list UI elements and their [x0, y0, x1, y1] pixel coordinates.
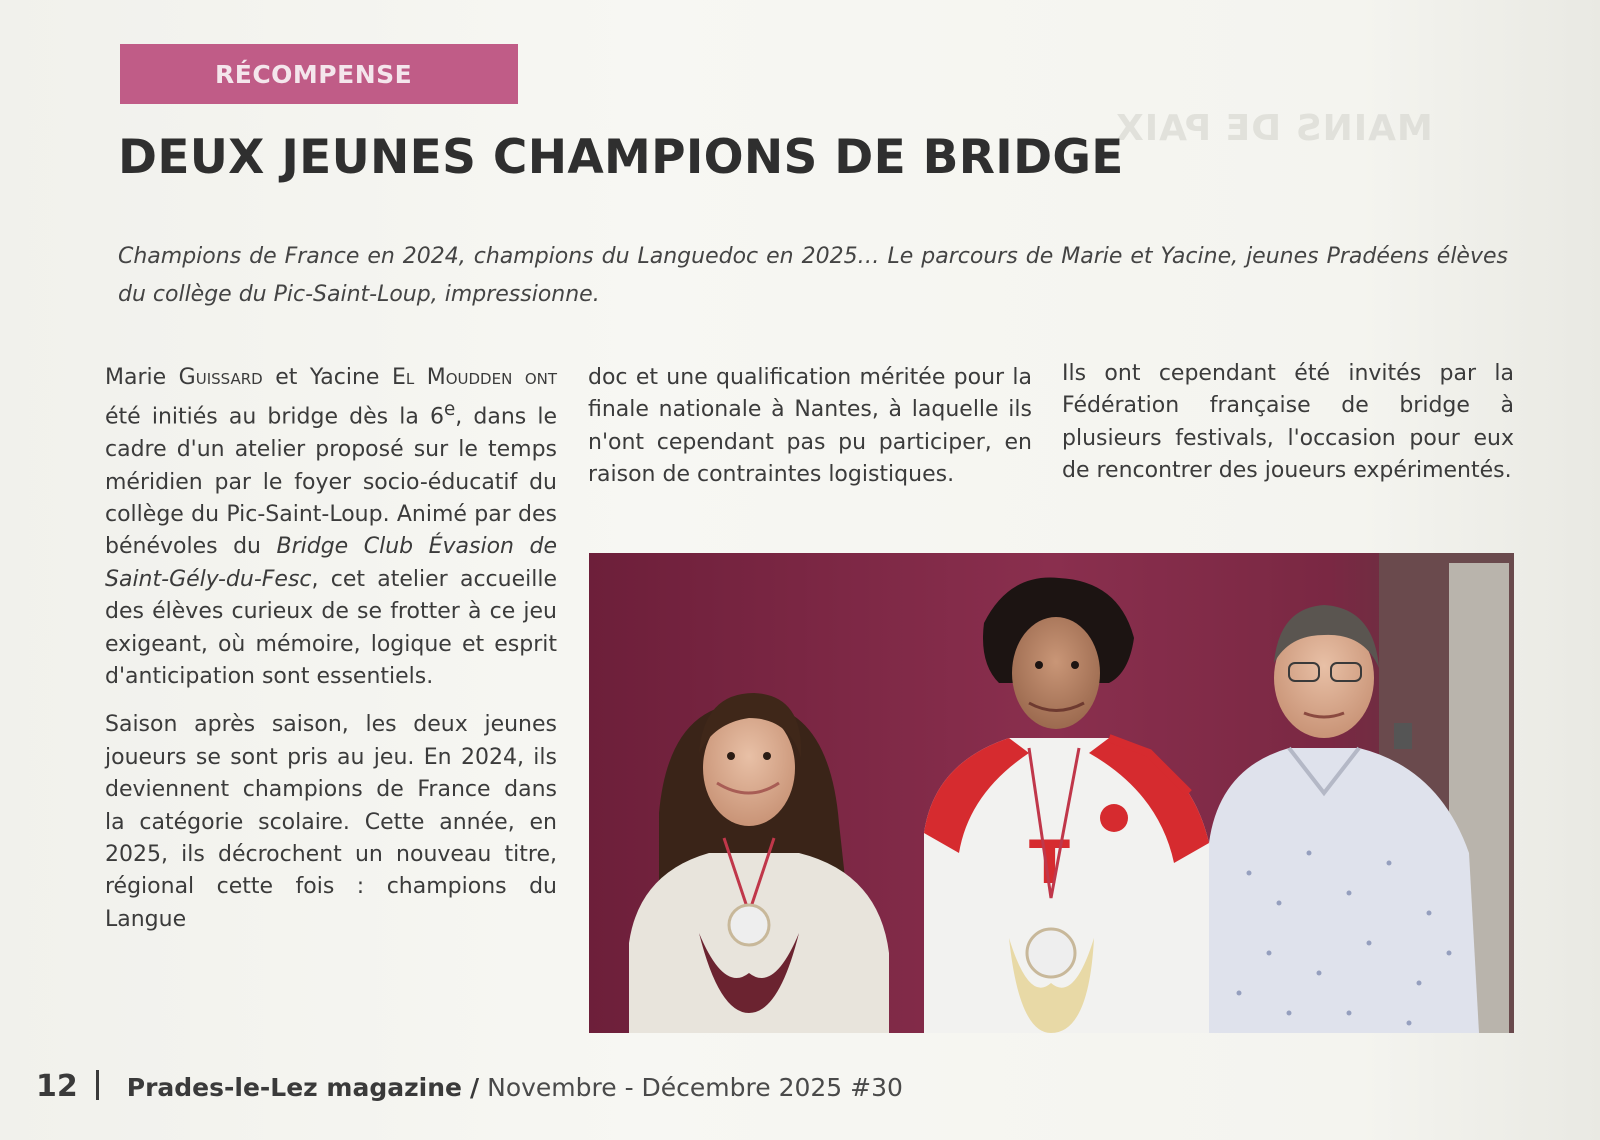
- surname-yacine: El Moudden ont: [391, 365, 558, 390]
- club-name: Bridge Club Évasion de Saint-Gély-du-Fesc: [105, 534, 557, 592]
- svg-text:T: T: [1029, 828, 1070, 898]
- text-run: et Yacine: [262, 365, 392, 390]
- article-photo: [589, 553, 1514, 1033]
- paragraph-intro: [105, 362, 557, 693]
- section-label-banner: [120, 44, 518, 104]
- magazine-title: Prades-le-Lez magazine: [126, 1073, 462, 1102]
- show-through-text: MAINS DE PAIX: [1115, 108, 1433, 149]
- surname-marie: Guissard: [178, 365, 263, 390]
- footer-divider: [96, 1070, 99, 1100]
- article-headline: DEUX JEUNES CHAMPIONS DE BRIDGE: [118, 130, 1124, 185]
- paragraph-season: Saison après saison, les deux jeunes joueurs se sont pris au jeu. En 2024, ils deviennent champions de France dans la catégorie scolaire. Cette année, en 2025, ils décrochent un nouveau titre, régional cette fois : champions du Langue: [105, 712, 557, 932]
- text-run: , dans le cadre d'un atelier proposé sur le temps méridien par le foyer socio-éducatif du collège du Pic-Saint-Loup. Animé par des bénévoles du: [105, 404, 558, 560]
- footer-slash: /: [469, 1073, 480, 1102]
- text-run: , cet atelier accueille des élèves curieux de se frotter à ce jeu exigeant, où mémoire, logique et esprit d'anticipation sont essentiels.: [105, 566, 557, 689]
- article-column-1: [105, 362, 557, 936]
- paragraph-festivals: Ils ont cependant été invités par la Fédération française de bridge à plusieurs festivals, l'occasion pour eux de rencontrer des joueurs expérimentés.: [1062, 361, 1514, 484]
- article-standfirst: Champions de France en 2024, champions du Languedoc en 2025… Le parcours de Marie et Yacine, jeunes Pradéens élèves du collège du Pic-Saint-Loup, impressionne.: [118, 244, 1508, 307]
- text-run: Marie: [105, 365, 179, 390]
- article-column-2: [588, 362, 1032, 492]
- text-run: été initiés au bridge dès la 6: [105, 404, 444, 430]
- paragraph-qualification: doc et une qualification méritée pour la finale nationale à Nantes, à laquelle ils n'ont cependant pas pu participer, en raison de contraintes logistiques.: [588, 365, 1032, 488]
- ordinal-superscript: e: [443, 399, 456, 421]
- page-number: 12: [36, 1069, 78, 1104]
- issue-date: Novembre - Décembre 2025 #30: [487, 1073, 903, 1102]
- photo-three-people-with-medals-icon: [589, 553, 1514, 1033]
- page-footer: [36, 1066, 903, 1104]
- section-label: RÉCOMPENSE: [215, 59, 413, 89]
- article-column-3: [1062, 358, 1514, 488]
